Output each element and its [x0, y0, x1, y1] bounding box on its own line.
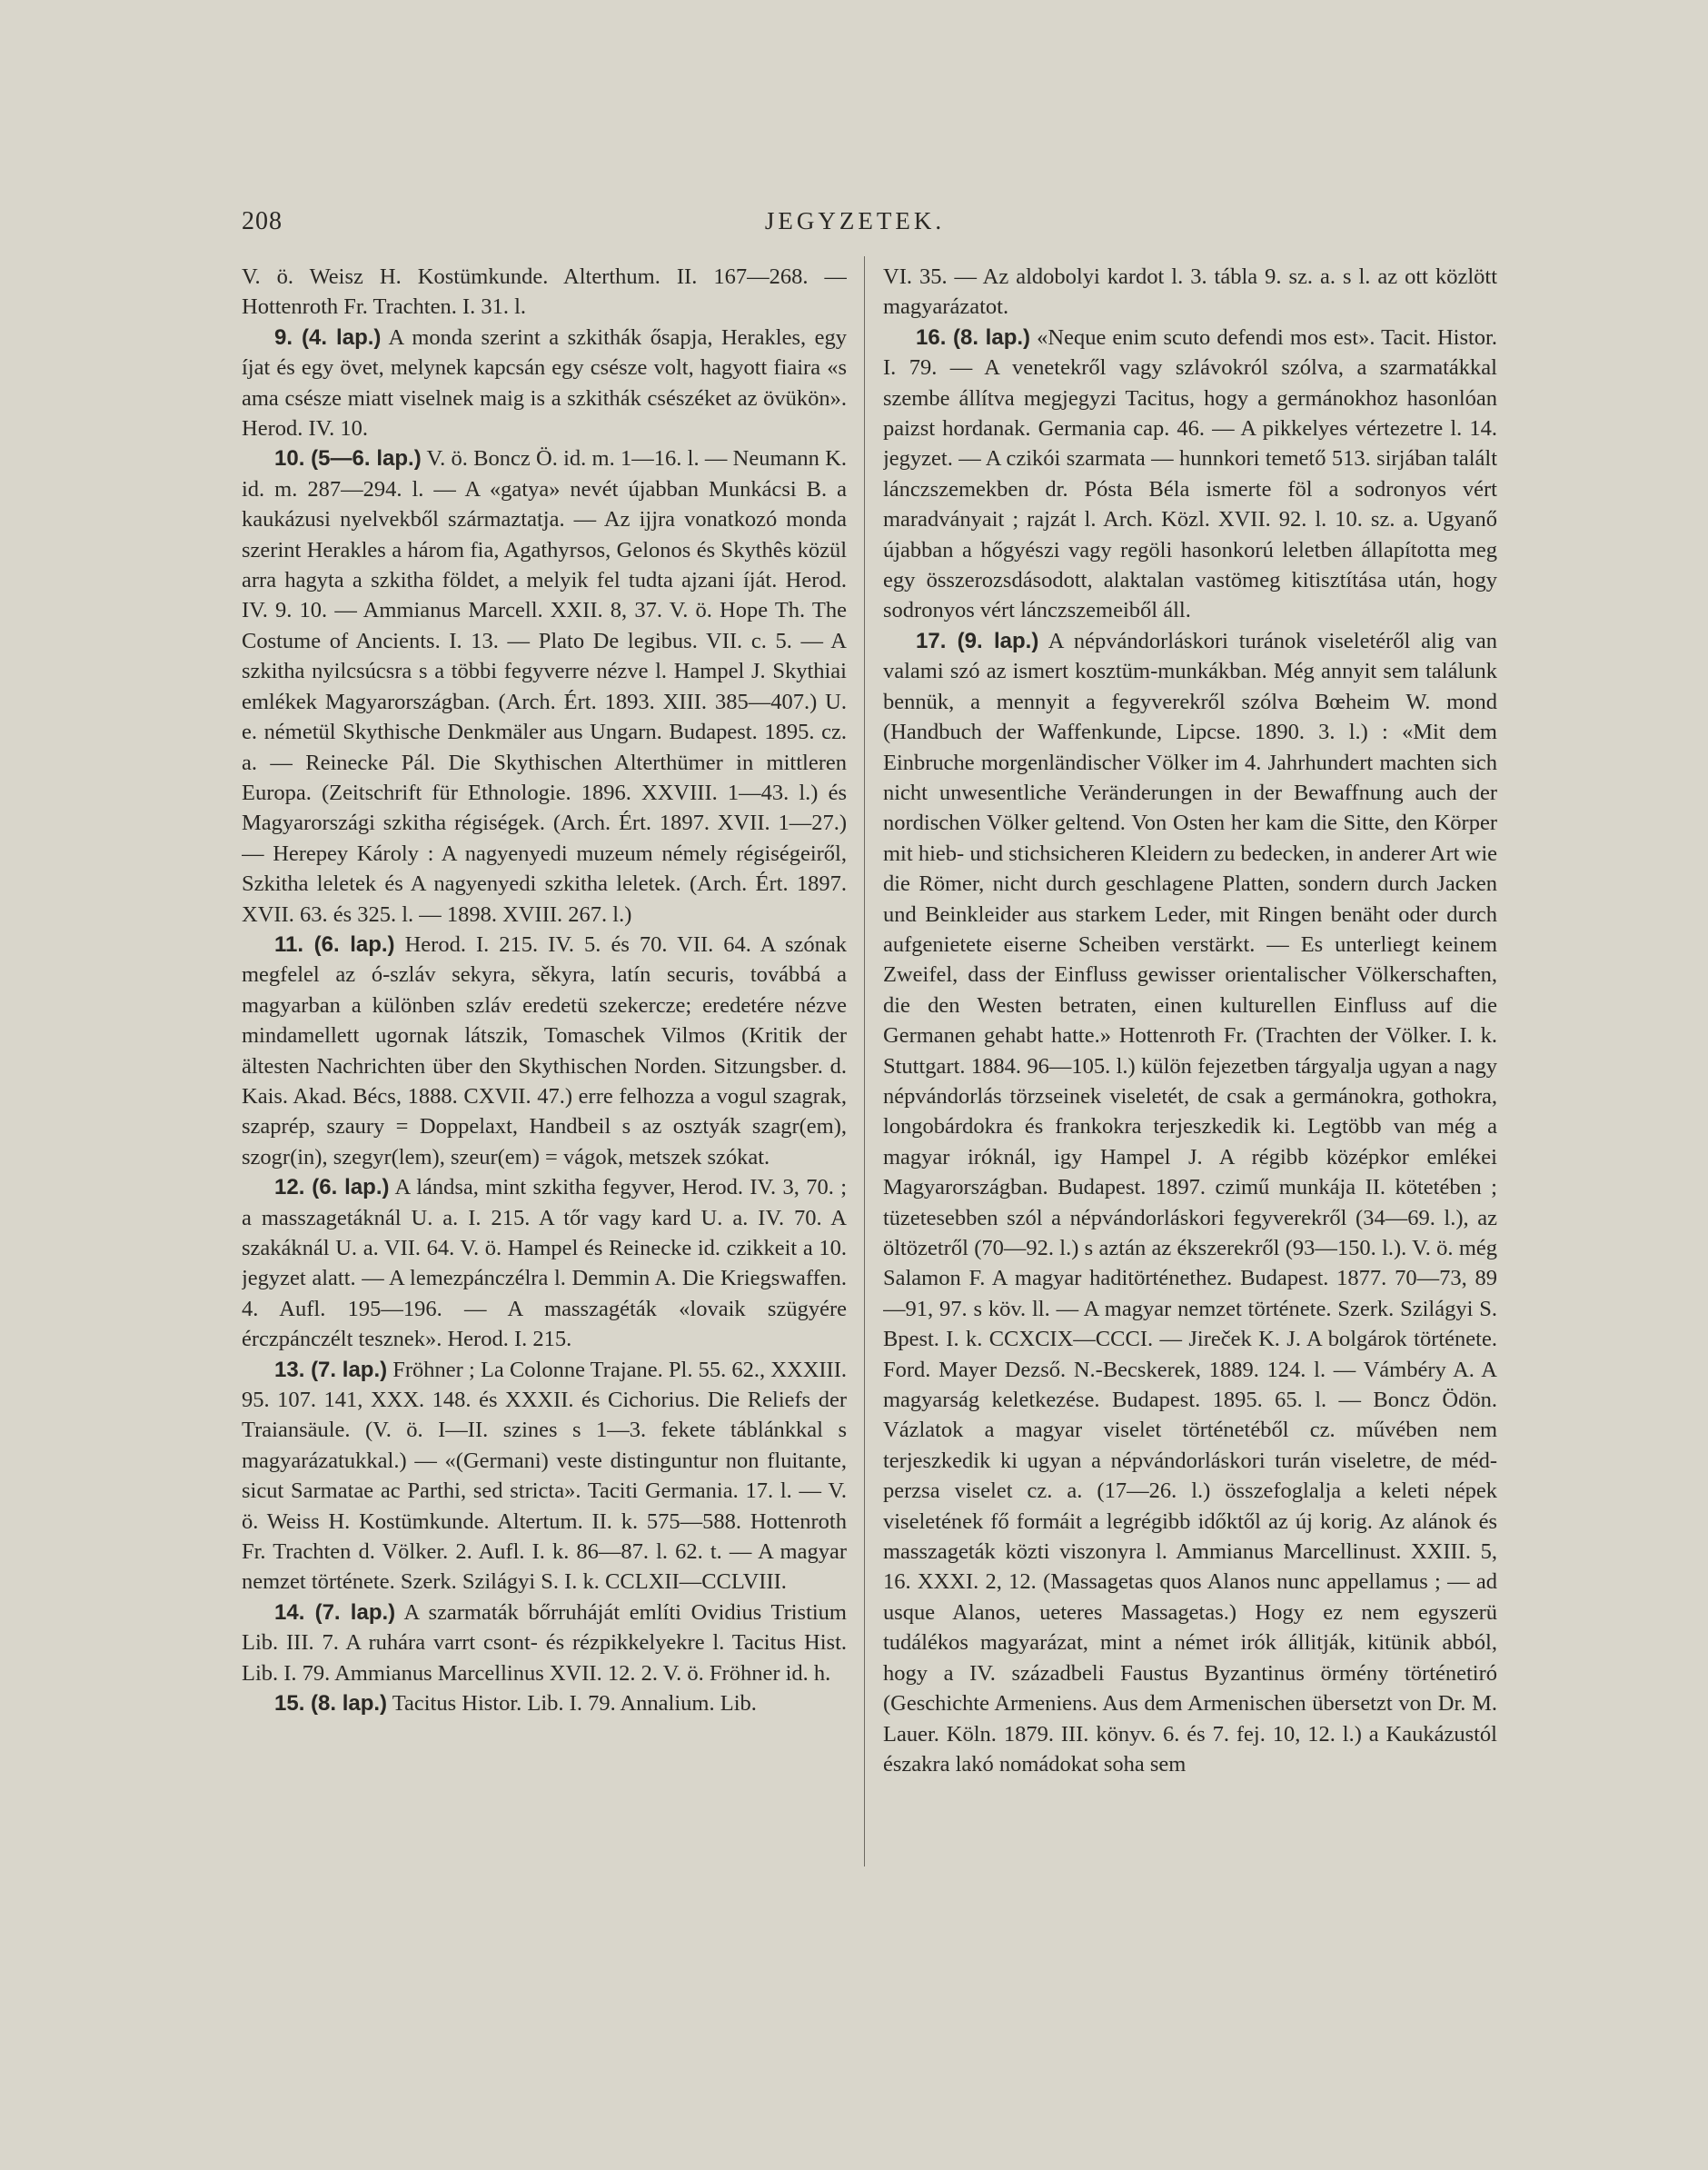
note-text: A monda szerint a szkithák ősapja, Herakles, egy íjat és egy övet, melynek kapcsán egy csésze volt, hagyott fiaira «s ama csésze miatt viselnek maig is a szkithák csészéket az övükön». Herod. IV. 10.	[242, 324, 847, 442]
note-text: «Neque enim scuto defendi mos est». Tacit. Histor. I. 79. — A venetekről vagy szlávokról szólva, a szarmatákkal szembe állítva megjegyzi Tacitus, hogy a germánokhoz hasonlóan paizst hordanak. Germania cap. 46. — A pikkelyes vértezetre l. 14. jegyzet. — A czikói szarmata — hunnkori temető 513. sirjában talált lánczszemekben dr. Pósta Béla ismerte föl a sodronyos vért maradványait ; rajzát l. Arch. Közl. XVII. 92. l. 10. sz. a. Ugyanő újabban a hőgyészi vagy regöli hasonkorú leletben állapította meg egy összerozsdásodott, alaktalan vastömeg kitisztítása után, hogy sodronyos vért lánczszemeiből áll.	[883, 324, 1497, 623]
note-paragraph	[242, 1598, 847, 1688]
note-text: A szarmaták bőrruháját említi Ovidius Tristium Lib. III. 7. A ruhára varrt csont- és rézpikkelyekre l. Tacitus Hist. Lib. I. 79. Ammianus Marcellinus XVII. 12. 2. V. ö. Fröhner id. h.	[242, 1599, 847, 1686]
note-paragraph	[242, 1172, 847, 1354]
note-number: 13. (7. lap.)	[274, 1357, 388, 1382]
note-paragraph	[242, 262, 847, 323]
note-text: Tacitus Histor. Lib. I. 79. Annalium. Lib.	[392, 1691, 757, 1717]
note-paragraph	[883, 626, 1497, 1779]
note-number: 15. (8. lap.)	[274, 1691, 388, 1717]
page-header	[242, 207, 1468, 244]
note-text: Fröhner ; La Colonne Trajane. Pl. 55. 62., XXXIII. 95. 107. 141, XXX. 148. és XXXII. és Cichorius. Die Reliefs der Traiansäule. (V. ö. I—II. szines s 1—3. fekete táblánkkal s magyarázatukkal.) — «(Germani) veste distinguntur non fluitante, sicut Sarmatae ac Parthi, sed stricta». Taciti Germania. 17. l. — V. ö. Weiss H. Kostümkunde. Altertum. II. k. 575—588. Hottenroth Fr. Trachten d. Völker. 2. Aufl. I. k. 86—87. l. 62. t. — A magyar nemzet története. Szerk. Szilágyi S. I. k. CCLXII—CCLVIII.	[242, 1357, 847, 1595]
note-number: 14. (7. lap.)	[274, 1599, 396, 1625]
note-text: V. ö. Boncz Ö. id. m. 1—16. l. — Neumann K. id. m. 287—294. l. — A «gatya» nevét újabban Munkácsi B. a kaukázusi nyelvekből származtatja. — Az ijjra vonatkozó monda szerint Herakles a három fia, Agathyrsos, Gelonos és Skythês közül arra hagyta a szkitha földet, a melyik fel tudta ajzani íját. Herod. IV. 9. 10. — Ammianus Marcell. XXII. 8, 37. V. ö. Hope Th. The Costume of Ancients. I. 13. — Plato De legibus. VII. c. 5. — A szkitha nyilcsúcsra s a többi fegyverre nézve l. Hampel J. Skythiai emlékek Magyarországban. (Arch. Ért. 1893. XIII. 385—407.) U. e. németül Skythische Denkmäler aus Ungarn. Budapest. 1895. cz. a. — Reinecke Pál. Die Skythischen Alterthümer in mittleren Europa. (Zeitschrift für Ethnologie. 1896. XXVIII. 1—43. l.) és Magyarországi szkitha régiségek. (Arch. Ért. 1897. XVII. 1—27.) — Herepey Károly : A nagyenyedi muzeum némely régiségeiről, Szkitha leletek és A nagyenyedi szkitha leletek. (Arch. Ért. 1897. XVII. 63. és 325. l. — 1898. XVIII. 267. l.)	[242, 446, 847, 927]
note-paragraph	[242, 323, 847, 444]
column-divider	[864, 256, 865, 1866]
right-column	[883, 262, 1497, 1879]
note-paragraph	[883, 262, 1497, 323]
note-number: 11. (6. lap.)	[274, 931, 395, 957]
note-text: Herod. I. 215. IV. 5. és 70. VII. 64. A szónak megfelel az ó-szláv sekyra, sěkyra, latín securis, továbbá a magyarban a különben szláv eredetü szekercze; eredetére nézve mindamellett ugornak látszik, Tomaschek Vilmos (Kritik der ältesten Nachrichten über den Skythischen Norden. Sitzungsber. d. Kais. Akad. Bécs, 1888. CXVII. 47.) erre felhozza a vogul szagrak, szaprép, szaury = Doppelaxt, Handbeil s az osztyák szagr(em), szogr(in), szegyr(lem), szeur(em) = vágok, metszek szókat.	[242, 931, 847, 1170]
note-paragraph	[242, 1688, 847, 1718]
note-number: 10. (5—6. lap.)	[274, 446, 422, 472]
note-number: 9. (4. lap.)	[274, 324, 382, 350]
page-number: 208	[242, 207, 283, 235]
running-title: JEGYZETEK.	[764, 207, 946, 234]
note-text: VI. 35. — Az aldobolyi kardot l. 3. tábla 9. sz. a. s l. az ott közlött magyarázatot.	[883, 264, 1497, 320]
note-number: 12. (6. lap.)	[274, 1175, 390, 1200]
left-column	[242, 262, 847, 1879]
note-number: 16. (8. lap.)	[916, 324, 1031, 350]
note-paragraph	[242, 1355, 847, 1598]
note-paragraph	[242, 443, 847, 930]
note-text: A népvándorláskori turánok viseletéről alig van valami szó az ismert kosztüm-munkákban. Még annyit sem találunk bennük, a mennyit a fegyverekről szólva Bœheim W. mond (Handbuch der Waffenkunde, Lipcse. 1890. 3. l.) : «Mit dem Einbruche morgenländischer Völker im 4. Jahrhundert machten sich nicht unwesentliche Veränderungen in der Bewaffnung auch der nordischen Völker geltend. Von Osten her kam die Sitte, den Körper mit hieb- und stichsicheren Kleidern zu bedecken, in anderer Art wie die Römer, nicht durch geschlagene Platten, sondern durch Jacken und Beinkleider aus starkem Leder, mit Ringen benäht oder durch aufgenietete eiserne Scheiben verstärkt. — Es unterliegt keinem Zweifel, dass der Einfluss gewisser orientalischer Völkerschaften, die den Westen betraten, einen kulturellen Einfluss auf die Germanen gehabt hatte.» Hottenroth Fr. (Trachten der Völker. I. k. Stuttgart. 1884. 96—105. l.) külön fejezetben tárgyalja ugyan a nagy népvándorlás törzseinek viseletét, de csak a germánokra, gothokra, longobárdokra és frankokra terjeszkedik ki. Legtöbb van még a magyar iróknál, igy Hampel J. A régibb középkor emlékei Magyarországban. Budapest. 1897. czimű munkája II. kötetében ; tüzetesebben szól a népvándorláskori fegyverekről (34—69. l.), az öltözetről (70—92. l.) s aztán az ékszerekről (93—150. l.). V. ö. még Salamon F. A magyar haditörténethez. Budapest. 1877. 70—73, 89—91, 97. s köv. ll. — A magyar nemzet története. Szerk. Szilágyi S. Bpest. I. k. CCXCIX—CCCI. — Jireček K. J. A bolgárok története. Ford. Mayer Dezső. N.-Becskerek, 1889. 124. l. — Vámbéry A. A magyarság keletkezése. Budapest. 1895. 65. l. — Boncz Ödön. Vázlatok a magyar viselet történetéből cz. művében nem terjeszkedik ki ugyan a népvándorláskori turán viseletre, de méd-perzsa viselet cz. a. (17—26. l.) összefoglalja a keleti népek viseletének fő formáit a legrégibb időktől az új korig. Az alánok és masszageták közti viszonyra l. Ammianus Marcellinust. XXIII. 5, 16. XXXI. 2, 12. (Massagetas quos Alanos nunc appellamus ; — ad usque Alanos, ueteres Massagetas.) Hogy ez nem egyszerü tudálékos magyarázat, mint a német irók állitják, kitünik abból, hogy a IV. századbeli Faustus Byzantinus örmény történetiró (Geschichte Armeniens. Aus dem Armenischen übersetzt von Dr. M. Lauer. Köln. 1879. III. könyv. 6. és 7. fej. 10, 12. l.) a Kaukázustól északra lakó nomádokat soha sem	[883, 628, 1497, 1777]
note-paragraph	[242, 930, 847, 1172]
note-text: V. ö. Weisz H. Kostümkunde. Alterthum. II. 167—268. — Hottenroth Fr. Trachten. I. 31. l.	[242, 264, 847, 320]
note-paragraph	[883, 323, 1497, 626]
note-text: A lándsa, mint szkitha fegyver, Herod. IV. 3, 70. ; a masszagetáknál U. a. I. 215. A tőr vagy kard U. a. IV. 70. A szakáknál U. a. VII. 64. V. ö. Hampel és Reinecke id. czikkeit a 10. jegyzet alatt. — A lemezpánczélra l. Demmin A. Die Kriegswaffen. 4. Aufl. 195—196. — A masszagéták «lovaik szügyére érczpánczélt tesznek». Herod. I. 215.	[242, 1175, 847, 1352]
note-number: 17. (9. lap.)	[916, 628, 1039, 653]
